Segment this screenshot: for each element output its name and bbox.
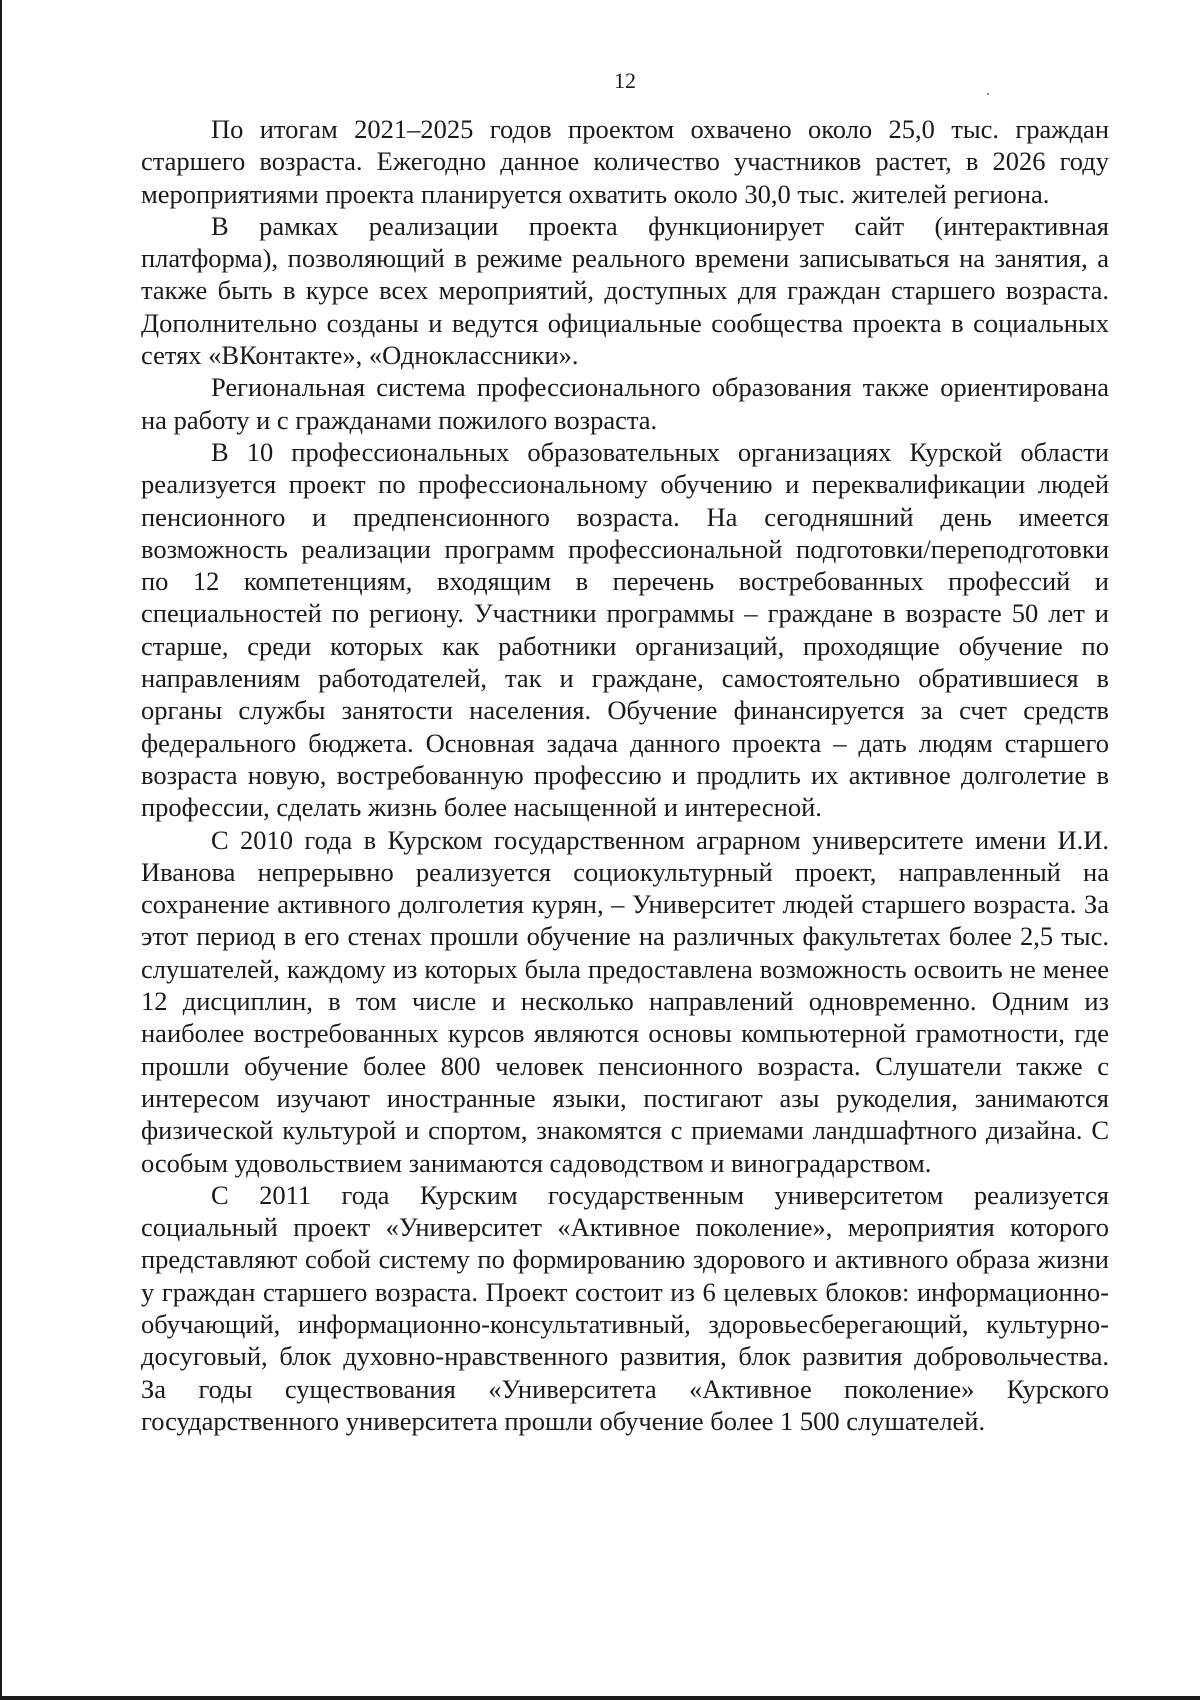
paragraph: По итогам 2021–2025 годов проектом охвачено около 25,0 тыс. граждан старшего возраста. Ежегодно данное количество участников растет, в 2026 году мероприятиями проекта планируется охватить около 30,0 тыс. жителей региона. — [141, 114, 1109, 209]
paragraph: С 2010 года в Курском государственном аграрном университете имени И.И. Иванова непрерывно реализуется социокультурный проект, направленный на сохранение активного долголетия курян, – Университет людей старшего возраста. За этот период в его стенах прошли обучение на различных факультетах более 2,5 тыс. слушателей, каждому из которых была предоставлена возможность освоить не менее 12 дисциплин, в том числе и несколько направлений одновременно. Одним из наиболее востребованных курсов являются основы компьютерной грамотности, где прошли обучение более 800 человек пенсионного возраста. Слушатели также с интересом изучают иностранные языки, постигают азы рукоделия, занимаются физической культурой и спортом, знакомятся с приемами ландшафтного дизайна. С особым удовольствием занимаются садоводством и виноградарством. — [141, 824, 1109, 1178]
page-number: 12 — [614, 68, 636, 93]
document-body — [141, 113, 1109, 1437]
scan-bottom-edge — [0, 1696, 1200, 1700]
paragraph: В 10 профессиональных образовательных организациях Курской области реализуется проект по профессиональному обучению и переквалификации людей пенсионного и предпенсионного возраста. На сегодняшний день имеется возможность реализации программ профессиональной подготовки/переподготовки по 12 компетенциям, входящим в перечень востребованных профессий и специальностей по региону. Участники программы – граждане в возрасте 50 лет и старше, среди которых как работники организаций, проходящие обучение по направлениям работодателей, так и граждане, самостоятельно обратившиеся в органы службы занятости населения. Обучение финансируется за счет средств федерального бюджета. Основная задача данного проекта – дать людям старшего возраста новую, востребованную профессию и продлить их активное долголетие в профессии, сделать жизнь более насыщенной и интересной. — [141, 436, 1109, 823]
scan-left-edge — [0, 0, 2, 1700]
paragraph: С 2011 года Курским государственным университетом реализуется социальный проект «Университет «Активное поколение», мероприятия которого представляют собой систему по формированию здорового и активного образа жизни у граждан старшего возраста. Проект состоит из 6 целевых блоков: информационно-обучающий, информационно-консультативный, здоровьесберегающий, культурно-досуговый, блок духовно-нравственного развития, блок развития добровольчества. За годы существования «Университета «Активное поколение» Курского государственного университета прошли обучение более 1 500 слушателей. — [141, 1179, 1109, 1436]
paragraph: В рамках реализации проекта функционирует сайт (интерактивная платформа), позволяющий в режиме реального времени записываться на занятия, а также быть в курсе всех мероприятий, доступных для граждан старшего возраста. Дополнительно созданы и ведутся официальные сообщества проекта в социальных сетях «ВКонтакте», «Одноклассники». — [141, 210, 1109, 371]
paragraph: Региональная система профессионального образования также ориентирована на работу и с гражданами пожилого возраста. — [141, 372, 1109, 435]
